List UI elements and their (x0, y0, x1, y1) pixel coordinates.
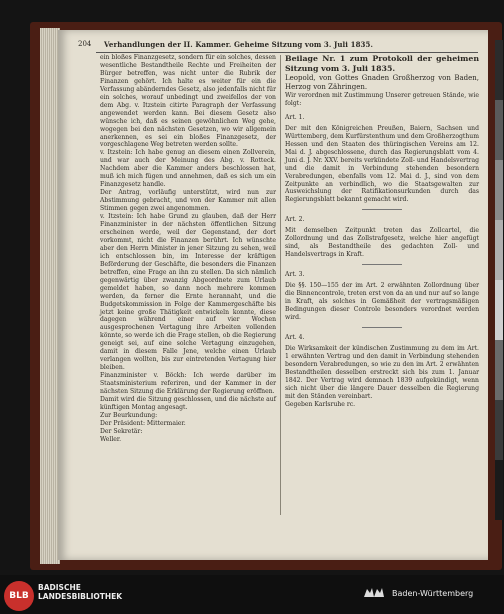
issuer-line: Leopold, von Gottes Gnaden Großherzog von Baden, Herzog von Zähringen. (285, 74, 479, 91)
paragraph: Der Antrag, vorläufig unterstützt, wird nun zur Abstimmung gebracht, und von der Kammer mit allen Stimmen gegen zwei angenommen. (100, 189, 276, 213)
page-edges (40, 28, 60, 564)
article-divider (362, 209, 402, 210)
paragraph: Finanzminister v. Böckh: Ich werde darüber im Staatsministerium referiren, und der Kammer in der nächsten Sitzung die Erklärung der Regierung eröffnen. (100, 372, 276, 396)
library-name[interactable] (38, 583, 122, 601)
article-label: Art. 4. (285, 333, 305, 341)
article-label: Art. 2. (285, 216, 305, 224)
article-text: Der mit den Königreichen Preußen, Baiern, Sachsen und Württemberg, dem Kurfürstenthum und dem Großherzogthum Hessen und den Staaten des thüringischen Vereins am 12. Mai d. J. abgeschlossene, durch das Regierungsblatt vom 4. Juni d. J. Nr. XXV. bereits verkündete Zoll- und Handelsvertrag und die damit in Verbindung stehenden besondern Verabredungen, ebenfalls vom 12. Mai d. J., sind von dem Zeitpunkte an verbindlich, wo die Staatsgewalten zur Ausweichslung der Ratifikationsurkunden durch das Regierungsblatt bekannt gemacht wird. (285, 124, 479, 204)
certify-line: Zur Beurkundung: (100, 411, 158, 419)
article-divider (362, 327, 402, 328)
library-name-line1: BADISCHE (38, 583, 81, 592)
partner-name[interactable]: Baden-Württemberg (392, 589, 474, 598)
article-label: Art. 3. (285, 271, 305, 279)
running-title: Verhandlungen der II. Kammer. Geheime Sitzung vom 3. Juli 1835. (104, 40, 374, 49)
paragraph: ein bloßes Finanzgesetz, sondern für ein solches, dessen wesentliche Bestandtheile Rechte und Freiheiten der Bürger betreffen, was nicht unter die Rubrik der Finanzen gehört. Ich halte es weiter für ein die Verfassung abänderndes Gesetz, also jedenfalls nicht für ein solches, worauf unbedingt und zweifellos der von dem Abg. v. Itzstein citirte Paragraph der Verfassung angewendet werden kann. Bei diesem Gesetz also wünsche ich, daß es seinen gewöhnlichen Weg gehe, wogegen bei den nächsten Gesetzen, wo wir allgemein anerkennen, es sei ein bloßes Finanzgesetz, der vorgeschlagene Weg betreten werden sollte. (100, 54, 276, 149)
article-divider (362, 264, 402, 265)
lions-icon (362, 585, 386, 601)
header-rule (96, 52, 478, 53)
secretary-name: Weller. (100, 435, 122, 443)
left-column (100, 54, 276, 444)
article-text: Die Wirksamkeit der kündischen Zustimmung zu dem im Art. 1 erwähnten Vertrag und den damit in Verbindung stehenden besondern Verabredungen, so wie zu den im Art. 2 erwähnten Bestandtheilen desselben erstreckt sich bis zum 1. Januar 1842. Der Vertrag wird demnach 1839 aufgekündigt, wenn sich nicht über die längere Dauer desselben die Regierung mit den Ständen vereinbart. (285, 344, 479, 400)
paragraph: v. Itzstein: Ich habe genug an diesem einen Zollverein, und war auch der Meinung des Abg. v. Rotteck. Nachdem aber die Kammer anders beschlossen hat, muß ich mich fügen und annehmen, daß es sich um ein Finanzgesetz handle. (100, 149, 276, 189)
paragraph: v. Itzstein: Ich habe Grund zu glauben, daß der Herr Finanzminister in der nächsten öffentlichen Sitzung erscheinen werde, weil der Gegenstand, der dort vorkommt, nicht die Finanzen berührt. Ich wünschte aber den Herrn Minister in jener Sitzung zu sehen, weil ich entschlossen bin, im Interesse der kräftigen Beförderung der Geschäfte, die besonders die Finanzen betreffen, eine Frage an ihn zu stellen. Da sich nämlich gegenwärtig über zwanzig Abgeordnete zum Urlaub gemeldet haben, so dann noch mehrere kommen werden, da ferner die Ernte herannaht, und die Budgetskommission in Folge der Kammergeschäfte bis jetzt keine große Thätigkeit entwickeln konnte, diese dagegen während einer auf vier Wochen ausgesprochenen Vertagung ihre Arbeiten vollenden könnte, so werde ich die Frage stellen, ob die Regierung geneigt sei, auf eine solche Vertagung einzugehen, damit in diesem Falle Jene, welche einen Urlaub verlangen wollten, bis zur eintretenden Vertagung hier bleiben. (100, 213, 276, 372)
color-calibration-strip (495, 40, 503, 520)
library-name-line2: LANDESBIBLIOTHEK (38, 592, 123, 601)
page-number: 204 (78, 40, 92, 48)
page-header (78, 40, 478, 52)
article-text: Die §§. 150—155 der im Art. 2 erwähnten Zollordnung über die Binnencontrole, treten erst von da an und nur auf so lange in Kraft, als solches in Gemäßheit der vertragsmäßigen Bedingungen dieser Controle besonders verordnet werden wird. (285, 282, 479, 321)
paragraph: Damit wird die Sitzung geschlossen, und die nächste auf künftigen Montag angesagt. (100, 395, 276, 411)
right-column (285, 54, 479, 408)
president-signature: Der Präsident: Mittermaier. (100, 419, 186, 427)
appendix-title: Beilage Nr. 1 zum Protokoll der geheimen Sitzung vom 3. Juli 1835. (285, 54, 479, 73)
column-divider (280, 55, 281, 515)
secretary-title: Der Sekretär: (100, 427, 143, 435)
intro-line: Wir verordnen mit Zustimmung Unserer getreuen Stände, wie folgt: (285, 92, 479, 107)
article-text: Mit demselben Zeitpunkt treten das Zollcartel, die Zollordnung und das Zollstrafgesetz, welche hier angefügt sind, als Bestandtheile des gedachten Zoll- und Handelsvertrags in Kraft. (285, 227, 479, 259)
article-label: Art. 1. (285, 113, 305, 121)
closing-line: Gegeben Karlsruhe rc. (285, 400, 356, 408)
blb-logo[interactable]: BLB (4, 581, 34, 611)
